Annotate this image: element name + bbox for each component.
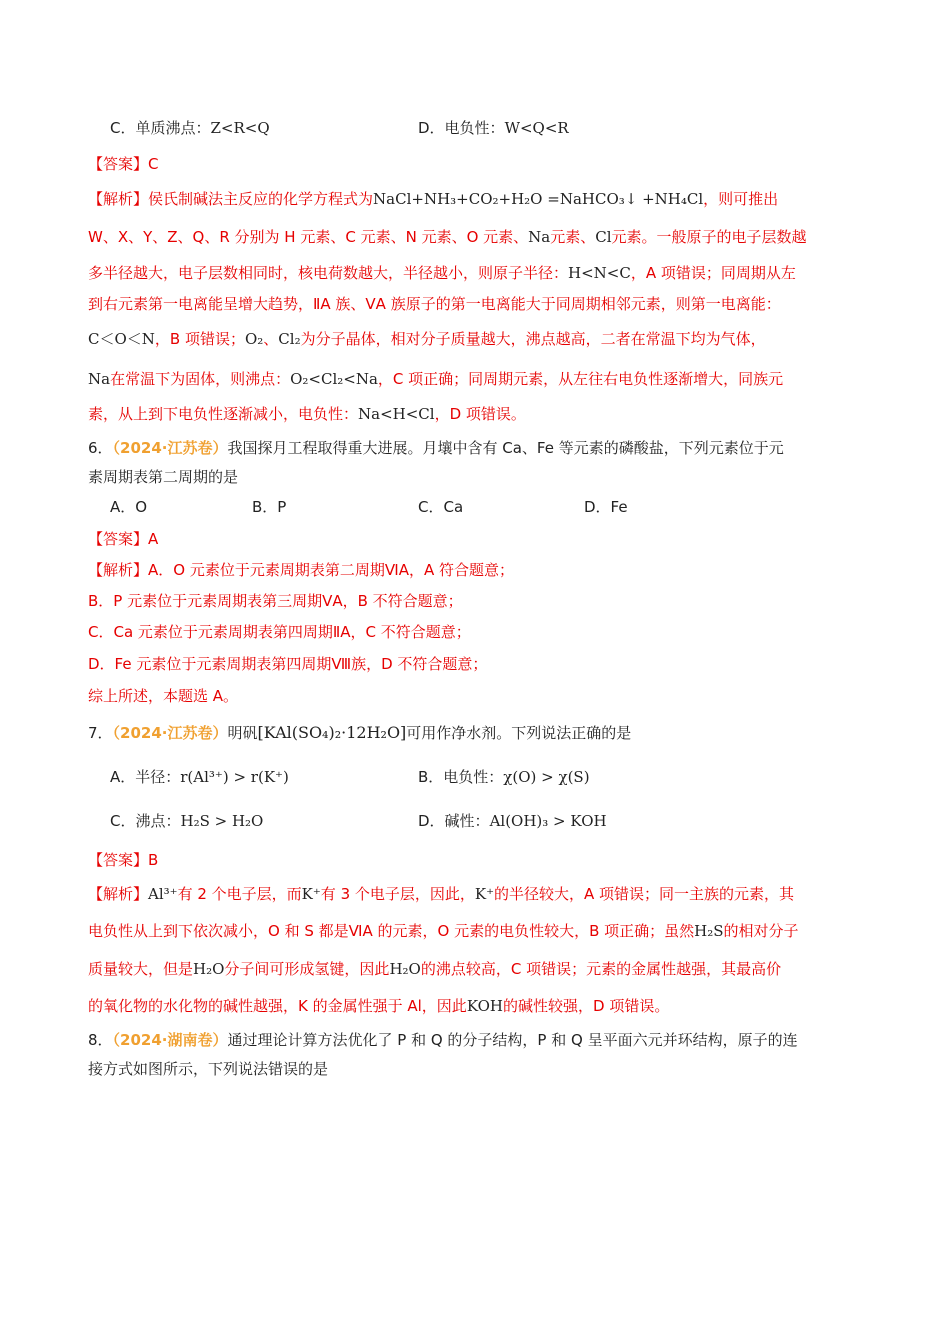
q5-explanation-line-4: 到右元素第一电离能呈增大趋势，ⅡA 族、ⅤA 族原子的第一电离能大于同周期相邻元素，则第一电离能： bbox=[88, 295, 781, 313]
q5-explanation-line-5: C＜O＜N，B 项错误；O₂、Cl₂为分子晶体，相对分子质量越大，沸点越高，二者在常温下均为气体， bbox=[88, 330, 766, 348]
q7-answer: 【答案】B bbox=[88, 851, 159, 869]
q7-stem: 7．（2024·江苏卷）明矾[KAl(SO₄)₂·12H₂O]可用作净水剂。下列说法正确的是 bbox=[88, 723, 632, 742]
q7-explanation-line-3: 质量较大，但是H₂O分子间可形成氢键，因此H₂O的沸点较高，C 项错误；元素的金属性越强，其最高价 bbox=[88, 960, 782, 978]
q7-option-b: B．电负性：χ(O) > χ(S) bbox=[418, 768, 590, 786]
q7-option-d: D．碱性：Al(OH)₃ > KOH bbox=[418, 812, 607, 830]
q5-explanation-line-1: 【解析】侯氏制碱法主反应的化学方程式为NaCl+NH₃+CO₂+H₂O =NaHCO₃↓ +NH₄Cl，则可推出 bbox=[88, 190, 779, 208]
q6-source: （2024·江苏卷） bbox=[112, 439, 228, 457]
q7-explanation-line-4: 的氧化物的水化物的碱性越强，K 的金属性强于 Al，因此KOH的碱性较强，D 项错误。 bbox=[88, 997, 670, 1015]
q8-source: （2024·湖南卷） bbox=[112, 1031, 228, 1049]
q6-explanation-line-5: 综上所述，本题选 A。 bbox=[88, 687, 239, 705]
q5-answer: 【答案】C bbox=[88, 155, 159, 173]
q6-explanation-line-1: 【解析】A．O 元素位于元素周期表第二周期ⅥA，A 符合题意； bbox=[88, 561, 514, 579]
q6-explanation-line-3: C．Ca 元素位于元素周期表第四周期ⅡA，C 不符合题意； bbox=[88, 623, 471, 641]
q5-option-c: C．单质沸点：Z<R<Q bbox=[110, 119, 270, 137]
q7-option-c: C．沸点：H₂S > H₂O bbox=[110, 812, 264, 830]
q5-explanation-line-6: Na在常温下为固体，则沸点：O₂<Cl₂<Na，C 项正确；同周期元素，从左往右电负性逐渐增大，同族元 bbox=[88, 370, 784, 388]
q6-option-b: B．P bbox=[252, 498, 287, 516]
q7-explanation-line-2: 电负性从上到下依次减小，O 和 S 都是ⅥA 的元素，O 元素的电负性较大，B 项正确；虽然H₂S的相对分子 bbox=[88, 922, 799, 940]
q6-option-c: C．Ca bbox=[418, 498, 464, 516]
q6-option-d: D．Fe bbox=[584, 498, 628, 516]
q7-option-a: A．半径：r(Al³⁺) > r(K⁺) bbox=[110, 768, 289, 786]
q5-option-d: D．电负性：W<Q<R bbox=[418, 119, 569, 137]
q6-answer: 【答案】A bbox=[88, 530, 159, 548]
q6-explanation-line-4: D．Fe 元素位于元素周期表第四周期Ⅷ族，D 不符合题意； bbox=[88, 655, 488, 673]
q7-explanation-line-1: 【解析】Al³⁺有 2 个电子层，而K⁺有 3 个电子层，因此，K⁺的半径较大，A 项错误；同一主族的元素，其 bbox=[88, 885, 795, 903]
q6-explanation-line-2: B．P 元素位于元素周期表第三周期ⅤA，B 不符合题意； bbox=[88, 592, 463, 610]
q5-explanation-line-7: 素，从上到下电负性逐渐减小，电负性：Na<H<Cl，D 项错误。 bbox=[88, 405, 526, 423]
q6-stem-line-2: 素周期表第二周期的是 bbox=[88, 468, 239, 486]
q8-stem-line-1: 8．（2024·湖南卷）通过理论计算方法优化了 P 和 Q 的分子结构，P 和 Q 呈平面六元并环结构，原子的连 bbox=[88, 1031, 798, 1049]
q8-stem-line-2: 接方式如图所示，下列说法错误的是 bbox=[88, 1060, 329, 1078]
q5-explanation-line-2: W、X、Y、Z、Q、R 分别为 H 元素、C 元素、N 元素、O 元素、Na元素、Cl元素。一般原子的电子层数越 bbox=[88, 228, 807, 246]
q6-stem-line-1: 6．（2024·江苏卷）我国探月工程取得重大进展。月壤中含有 Ca、Fe 等元素的磷酸盐，下列元素位于元 bbox=[88, 439, 784, 457]
q6-option-a: A．O bbox=[110, 498, 148, 516]
q5-explanation-line-3: 多半径越大，电子层数相同时，核电荷数越大，半径越小，则原子半径：H<N<C，A 项错误；同周期从左 bbox=[88, 264, 796, 282]
q7-source: （2024·江苏卷） bbox=[112, 724, 228, 742]
